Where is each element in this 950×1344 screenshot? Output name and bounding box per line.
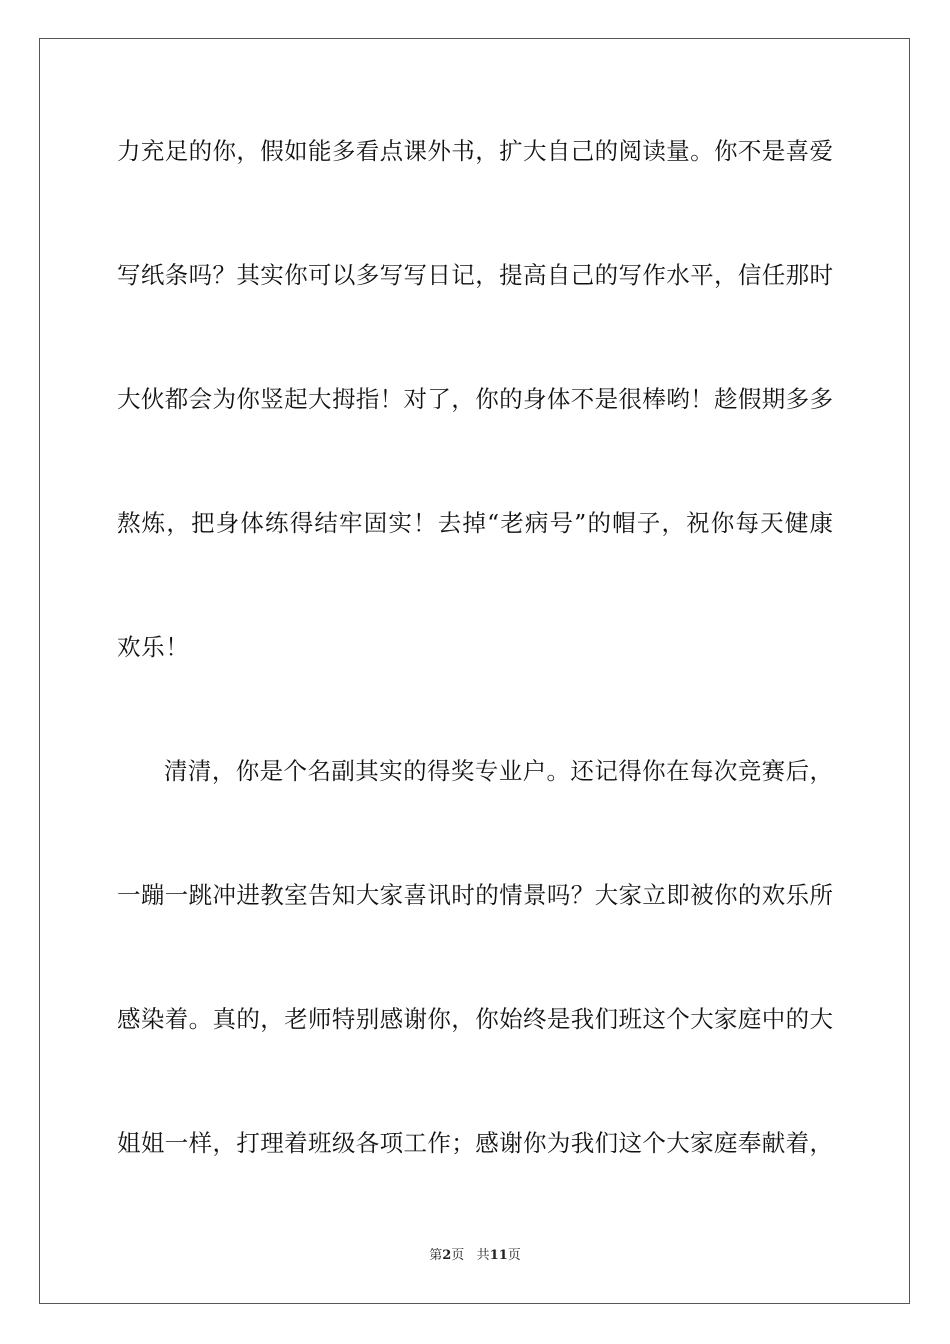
page-border <box>39 38 910 1304</box>
body-line-3: 大伙都会为你竖起大拇指！对了，你的身体不是很棒哟！趁假期多多 <box>117 385 833 413</box>
footer-page-prefix: 第 <box>429 1248 443 1263</box>
footer-total-number: 11 <box>489 1248 508 1263</box>
body-line-9: 姐姐一样，打理着班级各项工作；感谢你为我们这个大家庭奉献着， <box>117 1129 833 1157</box>
body-line-7: 一蹦一跳冲进教室告知大家喜讯时的情景吗？大家立即被你的欢乐所 <box>117 881 833 909</box>
footer-total-prefix: 共 <box>476 1248 490 1263</box>
footer-total-suffix: 页 <box>507 1248 521 1263</box>
body-line-6-paragraph-start: 清清，你是个名副其实的得奖专业户。还记得你在每次竞赛后， <box>164 757 833 785</box>
body-line-4: 熬炼，把身体练得结牢固实！去掉“老病号”的帽子，祝你每天健康 <box>117 509 833 537</box>
body-line-5: 欢乐！ <box>117 633 190 661</box>
body-line-1: 力充足的你，假如能多看点课外书，扩大自己的阅读量。你不是喜爱 <box>117 137 833 165</box>
body-line-2: 写纸条吗？其实你可以多写写日记，提高自己的写作水平，信任那时 <box>117 261 833 289</box>
page-footer <box>0 1247 950 1265</box>
footer-page-suffix: 页 <box>451 1248 465 1263</box>
body-line-8: 感染着。真的，老师特别感谢你，你始终是我们班这个大家庭中的大 <box>117 1005 833 1033</box>
footer-page-number: 2 <box>442 1248 452 1263</box>
